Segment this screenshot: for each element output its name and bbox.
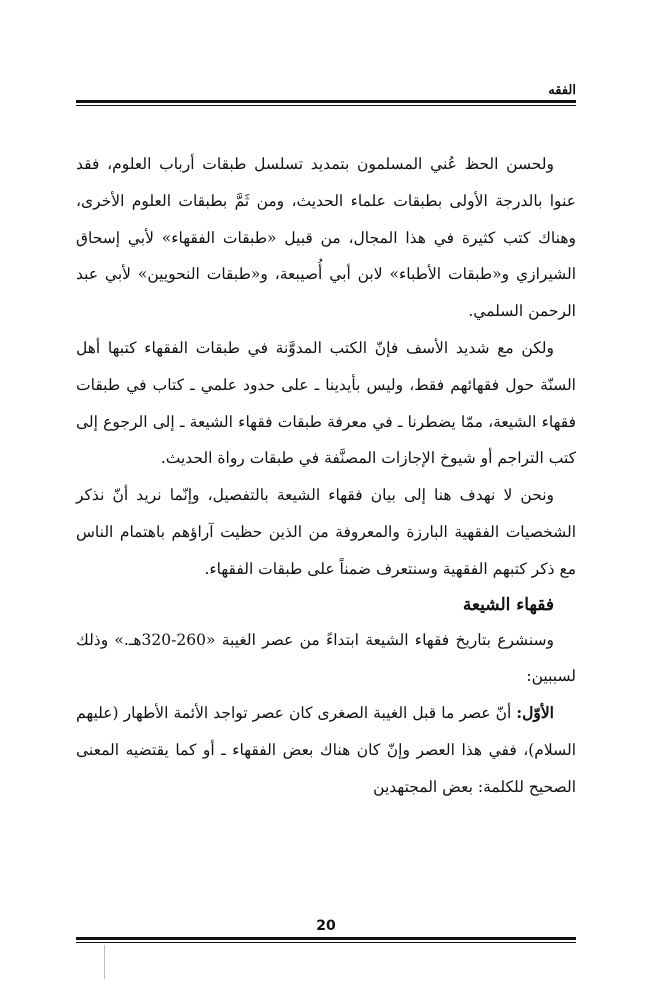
- header-rule-thick: [76, 100, 576, 103]
- page-body: [76, 146, 576, 806]
- footer-rule-thin: [76, 942, 576, 943]
- section-intro: وسنشرع بتاريخ فقهاء الشيعة ابتداءً من عصر الغيبة «260-320هـ.» وذلك لسببين:: [76, 630, 576, 686]
- header-rule-thin: [76, 105, 576, 106]
- paragraph-1: ولحسن الحظ عُني المسلمون بتمديد تسلسل طبقات أرباب العلوم، فقد عنوا بالدرجة الأولى بطبقات علماء الحديث، ومن ثَمَّ بطبقات العلوم الأخرى، وهناك كتب كثيرة في هذا المجال، من قبيل «طبقات الفقهاء» لأبي إسحاق الشيرازي و«طبقات الأطباء» لابن أبي أُصيبعة، و«طبقات النحويين» لأبي عبد الرحمن السلمي.: [76, 155, 576, 321]
- footer-rule-thick: [76, 937, 576, 940]
- section-heading: فقهاء الشيعة: [462, 594, 554, 615]
- paragraph-first-reason: [76, 695, 576, 805]
- paragraph-2: ولكن مع شديد الأسف فإنّ الكتب المدوَّنة في طبقات الفقهاء كتبها أهل السنّة حول فقهائهم فقط، وليس بأيدينا ـ على حدود علمي ـ كتاب في طبقات فقهاء الشيعة، ممّا يضطرنا ـ في معرفة طبقات فقهاء الشيعة ـ إلى الرجوع إلى كتب التراجم أو شيوخ الإجازات المصنَّفة في طبقات رواة الحديث.: [76, 338, 576, 468]
- page-number: 20: [316, 918, 336, 934]
- first-reason-label: الأوّل:: [516, 703, 554, 723]
- first-reason-text: أنّ عصر ما قبل الغيبة الصغرى كان عصر تواجد الأئمة الأطهار (عليهم السلام)، ففي هذا العصر وإنّ كان هناك بعض الفقهاء ـ أو كما يقتضيه المعنى الصحيح للكلمة: بعض المجتهدين: [76, 704, 576, 796]
- paragraph-3: ونحن لا نهدف هنا إلى بيان فقهاء الشيعة بالتفصيل، وإنّما نريد أنّ نذكر الشخصيات الفقهية البارزة والمعروفة من الذين حظيت آراؤهم باهتمام الناس مع ذكر كتبهم الفقهية وسنتعرف ضمناً على طبقات الفقهاء.: [76, 486, 576, 578]
- margin-mark: [104, 945, 105, 979]
- running-header-title: الفقه: [548, 83, 576, 98]
